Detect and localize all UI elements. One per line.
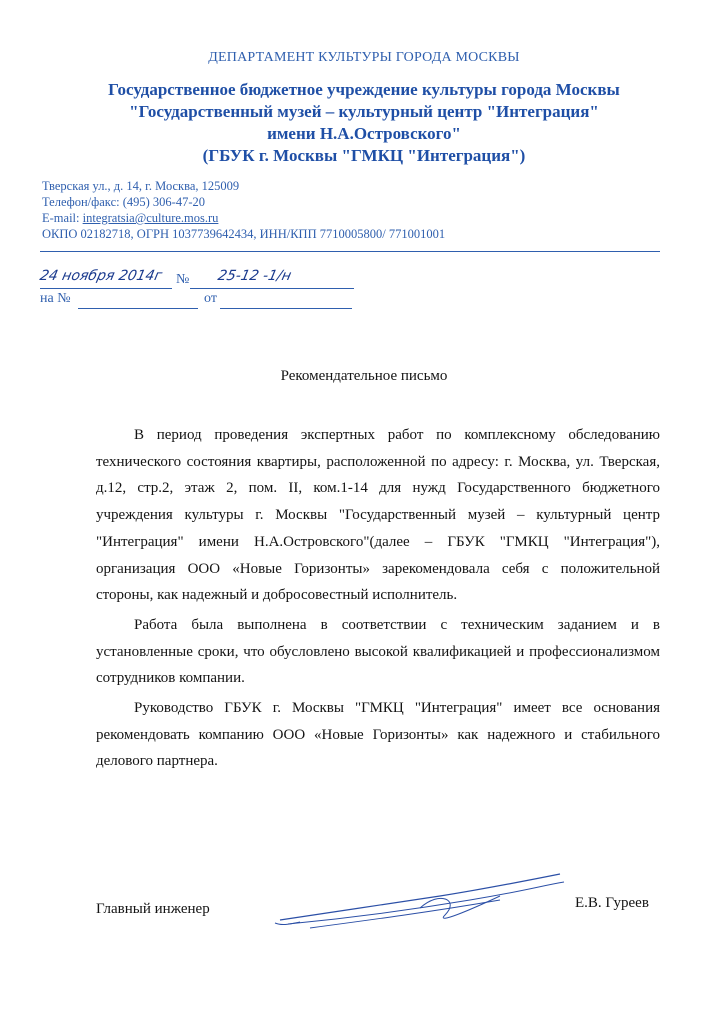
letter-body bbox=[96, 422, 660, 778]
address: Тверская ул., д. 14, г. Москва, 125009 bbox=[42, 179, 240, 193]
handwritten-signature bbox=[270, 860, 570, 955]
signatory-name: Е.В. Гуреев bbox=[575, 895, 649, 911]
signatory-position: Главный инженер bbox=[96, 901, 210, 917]
registration-block bbox=[40, 268, 370, 318]
paragraph: Работа была выполнена в соответствии с техническим заданием и в установленные сроки, что обусловлено высокой квалификацией и профессионализмом сотрудников компании. bbox=[96, 616, 660, 687]
contact-block bbox=[42, 178, 445, 242]
org-line: "Государственный музей – культурный центр "Интеграция" bbox=[129, 102, 599, 121]
date-underline bbox=[40, 288, 172, 289]
organization-name bbox=[0, 79, 728, 167]
email-label: E-mail: bbox=[42, 211, 83, 225]
handwritten-date: 24 ноября 2014г bbox=[38, 268, 164, 284]
number-underline bbox=[190, 288, 354, 289]
reply-number-line bbox=[78, 308, 198, 309]
handwritten-number: 25-12 -1/н bbox=[216, 268, 293, 284]
from-label: от bbox=[204, 291, 217, 306]
registry-codes: ОКПО 02182718, ОГРН 1037739642434, ИНН/КПП 7710005800/ 771001001 bbox=[42, 227, 446, 241]
org-line: имени Н.А.Островского" bbox=[267, 124, 461, 143]
email-row bbox=[42, 210, 445, 226]
header-divider bbox=[40, 251, 660, 252]
number-label: № bbox=[176, 272, 190, 287]
in-reply-label: на № bbox=[40, 291, 71, 306]
phone: Телефон/факс: (495) 306-47-20 bbox=[42, 195, 205, 209]
paragraph: Руководство ГБУК г. Москвы "ГМКЦ "Интеграция" имеет все основания рекомендовать компанию ООО «Новые Горизонты» как надежного и стабильного делового партнера. bbox=[96, 700, 660, 770]
letter-title: Рекомендательное письмо bbox=[280, 368, 448, 384]
email-link[interactable]: integratsia@culture.mos.ru bbox=[82, 211, 219, 225]
department-name: ДЕПАРТАМЕНТ КУЛЬТУРЫ ГОРОДА МОСКВЫ bbox=[208, 50, 520, 65]
org-line: Государственное бюджетное учреждение культуры города Москвы bbox=[108, 80, 620, 99]
paragraph: В период проведения экспертных работ по комплексному обследованию технического состояния квартиры, расположенной по адресу: г. Москва, ул. Тверская, д.12, стр.2, этаж 2, пом. II, ком.1-14 для нужд Государственного бюджетного учреждения культуры г. Москвы "Государственный музей – культурный центр "Интеграция" имени Н.А.Островского"(далее – ГБУК "ГМКЦ "Интеграция"), организация ООО «Новые Горизонты» зарекомендовала себя с положительной стороны, как надежный и добросовестный исполнитель. bbox=[96, 427, 660, 604]
reply-date-line bbox=[220, 308, 352, 309]
org-line: (ГБУК г. Москвы "ГМКЦ "Интеграция") bbox=[202, 146, 526, 165]
